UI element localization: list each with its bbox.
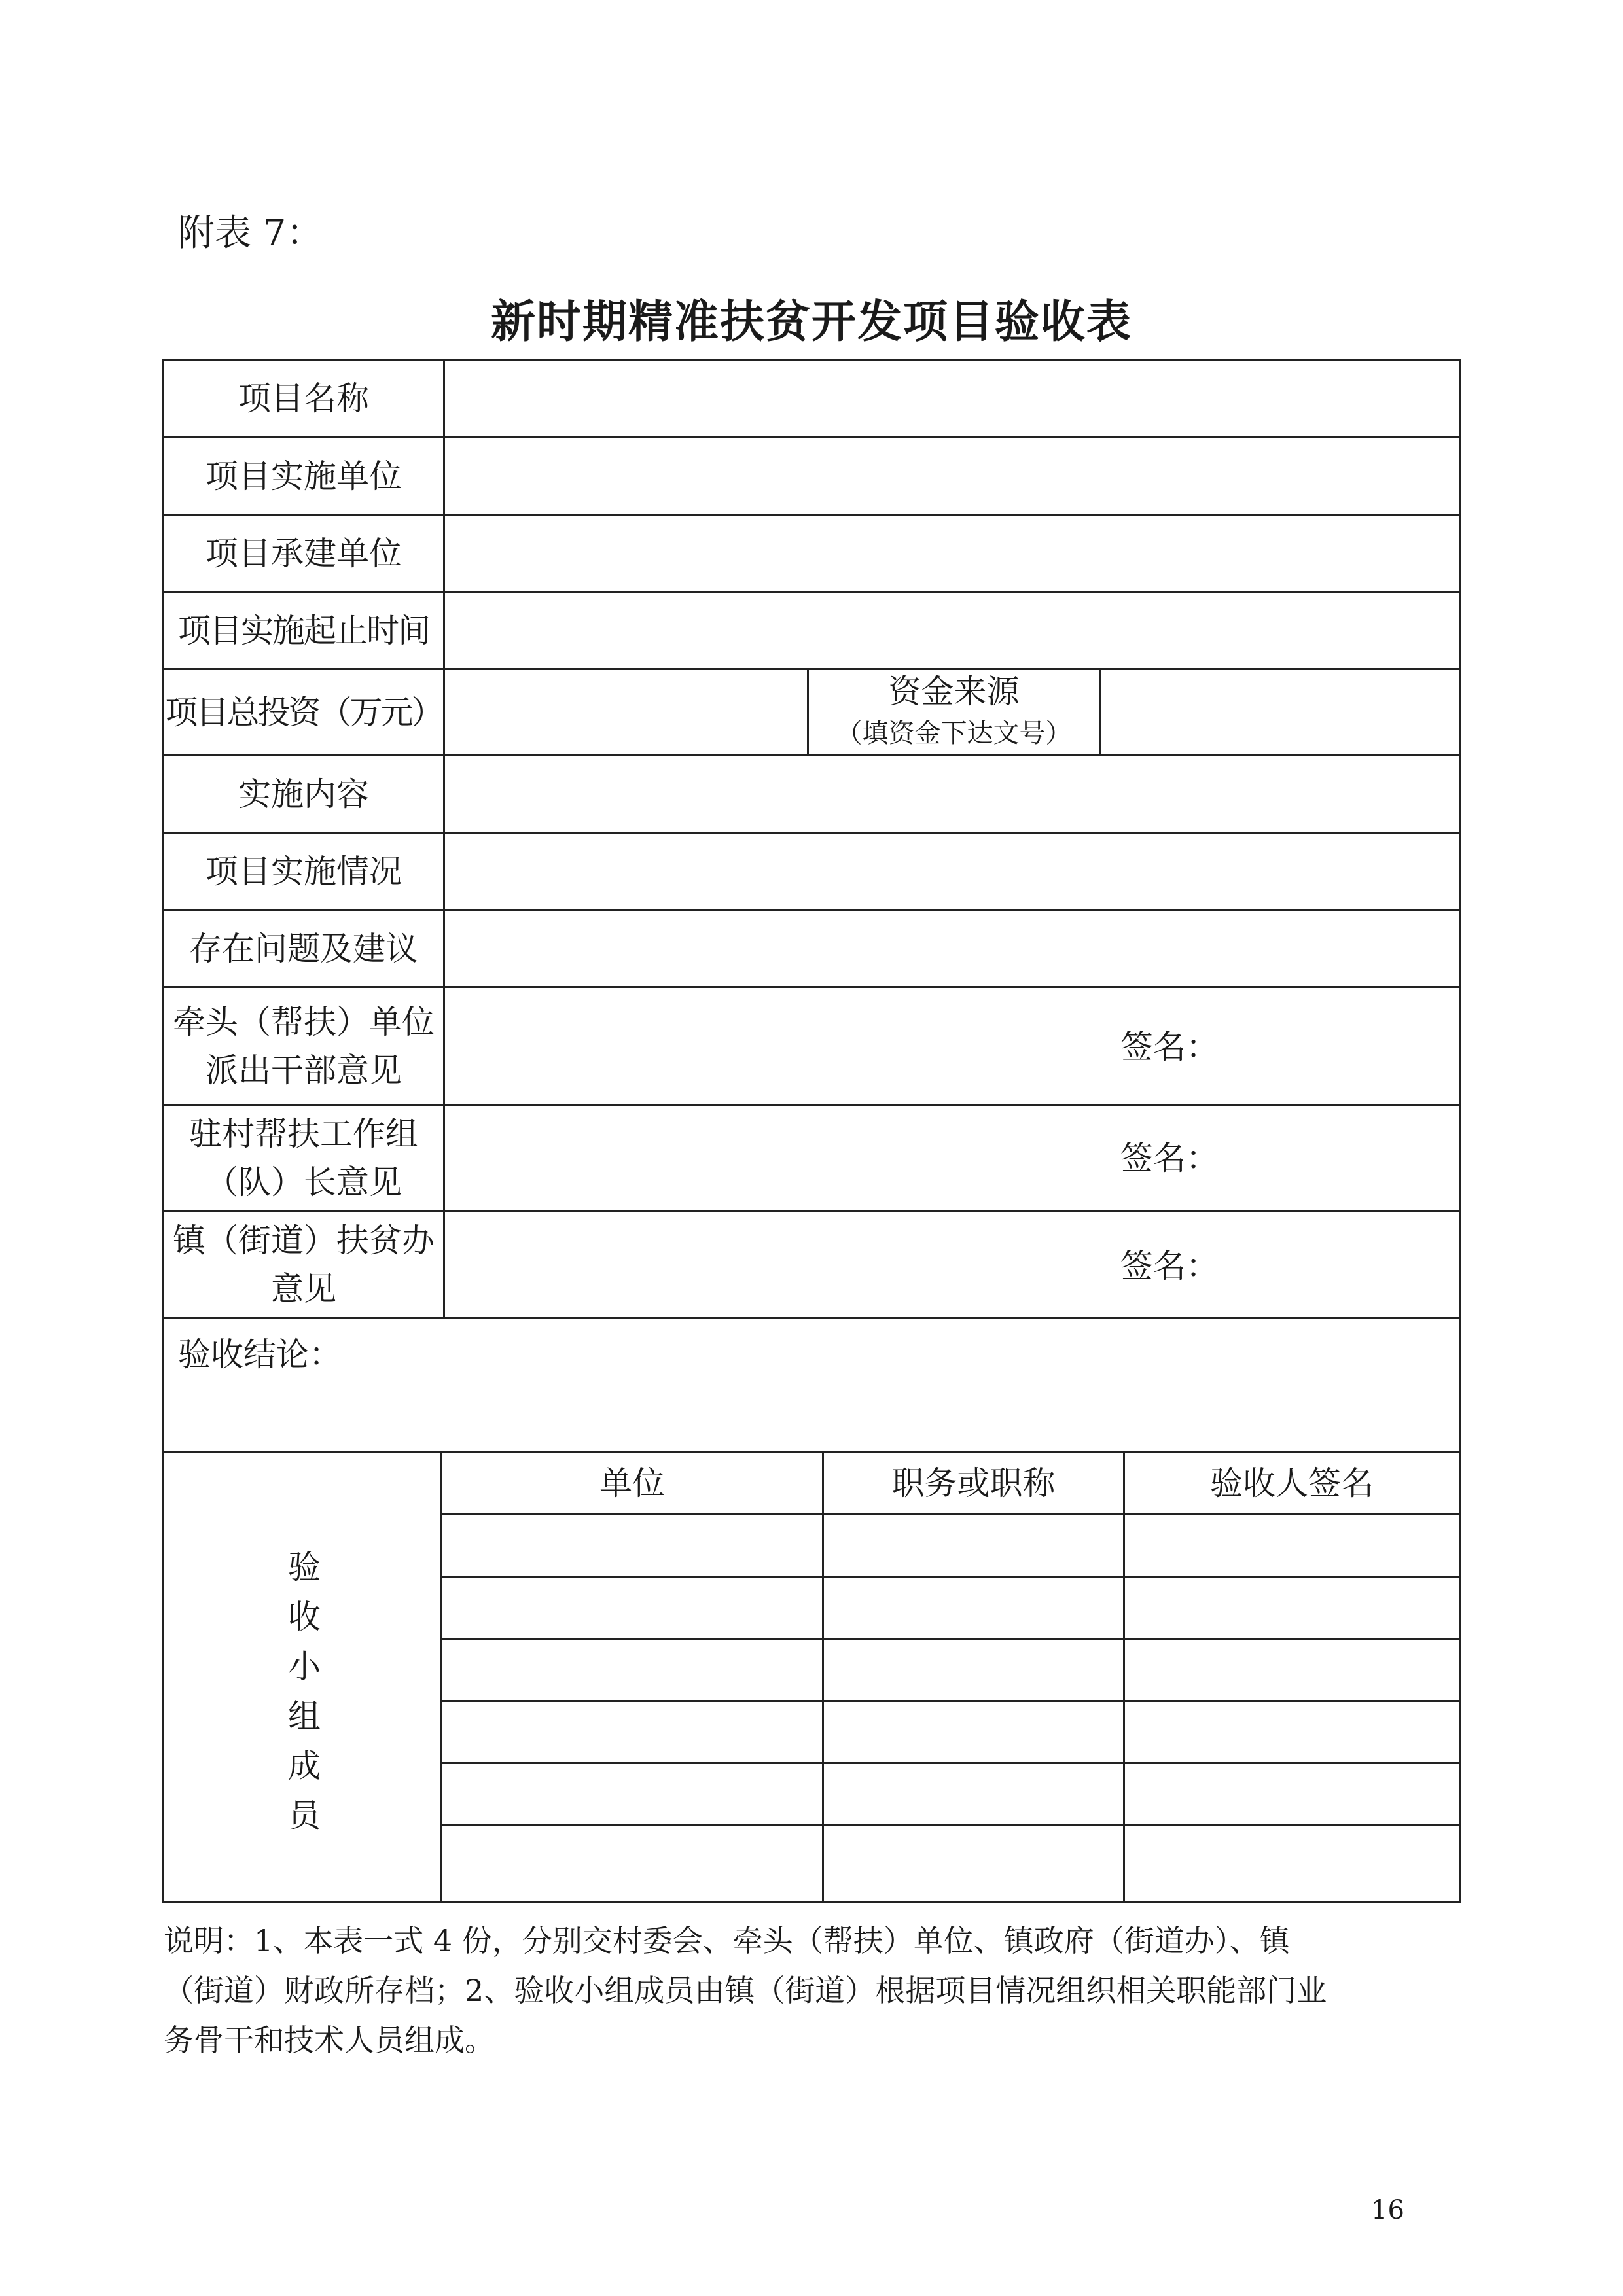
member-row-4[interactable] <box>442 1702 822 1762</box>
label-build-unit: 项目承建单位 <box>205 534 402 573</box>
member-row-2[interactable] <box>442 1578 822 1638</box>
label-lead-unit-opinion <box>164 988 443 1104</box>
town-line2: 意见 <box>271 1270 336 1308</box>
member-rows <box>442 1515 1459 1901</box>
field-conclusion[interactable] <box>164 1374 1459 1451</box>
signature-label-town: 签名： <box>1120 1247 1219 1285</box>
note-line-3: 务骨干和技术人员组成。 <box>164 2022 495 2058</box>
field-town-office-opinion[interactable] <box>445 1212 1459 1317</box>
group-char: 成 <box>288 1747 321 1785</box>
member-row-3[interactable] <box>442 1640 822 1700</box>
field-impl-unit[interactable] <box>445 438 1459 514</box>
column-header-signature: 验收人签名 <box>1210 1464 1374 1502</box>
field-period[interactable] <box>445 593 1459 668</box>
group-char: 小 <box>288 1648 321 1686</box>
member-row-6[interactable] <box>442 1826 822 1899</box>
member-row-1[interactable] <box>442 1515 822 1576</box>
group-char: 员 <box>288 1797 321 1835</box>
group-char: 组 <box>288 1697 321 1735</box>
signature-label-team: 签名： <box>1120 1139 1219 1177</box>
acceptance-group-label <box>164 1469 445 1914</box>
note-line-2: （街道）财政所存档；2、验收小组成员由镇（街道）根据项目情况组织相关职能部门业 <box>164 1973 1327 2008</box>
lead-unit-line2: 派出干部意见 <box>205 1051 402 1089</box>
fund-source-note: （填资金下达文号） <box>836 718 1072 749</box>
field-fund-source[interactable] <box>1101 670 1459 754</box>
column-header-title: 职务或职称 <box>891 1464 1056 1502</box>
fund-source-title: 资金来源 <box>888 672 1020 711</box>
team-line1: 驻村帮扶工作组 <box>189 1115 418 1153</box>
field-status[interactable] <box>445 834 1459 909</box>
label-team-leader-opinion <box>164 1106 443 1210</box>
label-town-office-opinion <box>164 1212 443 1317</box>
member-row-5[interactable] <box>442 1764 822 1824</box>
field-build-unit[interactable] <box>445 516 1459 591</box>
field-total-investment[interactable] <box>445 670 807 754</box>
field-content[interactable] <box>445 756 1459 832</box>
appendix-label: 附表 7： <box>178 212 323 255</box>
column-header-unit: 单位 <box>599 1464 665 1502</box>
group-char: 验 <box>288 1548 321 1586</box>
page-number: 16 <box>1371 2195 1404 2225</box>
label-status: 项目实施情况 <box>205 852 402 891</box>
label-total-investment: 项目总投资（万元） <box>165 693 442 732</box>
group-char: 收 <box>288 1598 321 1636</box>
field-issues[interactable] <box>445 911 1459 986</box>
label-fund-source <box>809 670 1099 754</box>
label-impl-unit: 项目实施单位 <box>205 457 402 495</box>
label-conclusion: 验收结论： <box>178 1335 342 1373</box>
note <box>164 1916 1459 2065</box>
label-project-name: 项目名称 <box>238 380 369 417</box>
team-line2: （队）长意见 <box>205 1163 402 1201</box>
field-project-name[interactable] <box>445 361 1459 436</box>
note-line-1: 说明：1、本表一式 4 份，分别交村委会、牵头（帮扶）单位、镇政府（街道办）、镇 <box>164 1923 1290 1958</box>
signature-label-lead-unit: 签名： <box>1120 1028 1219 1066</box>
field-team-leader-opinion[interactable] <box>445 1106 1459 1210</box>
label-content: 实施内容 <box>238 775 369 813</box>
label-issues: 存在问题及建议 <box>189 929 418 968</box>
town-line1: 镇（街道）扶贫办 <box>173 1222 435 1260</box>
form-title: 新时期精准扶贫开发项目验收表 <box>490 296 1132 348</box>
label-period: 项目实施起止时间 <box>178 611 429 650</box>
field-lead-unit-opinion[interactable] <box>445 988 1459 1104</box>
lead-unit-line1: 牵头（帮扶）单位 <box>173 1002 435 1041</box>
